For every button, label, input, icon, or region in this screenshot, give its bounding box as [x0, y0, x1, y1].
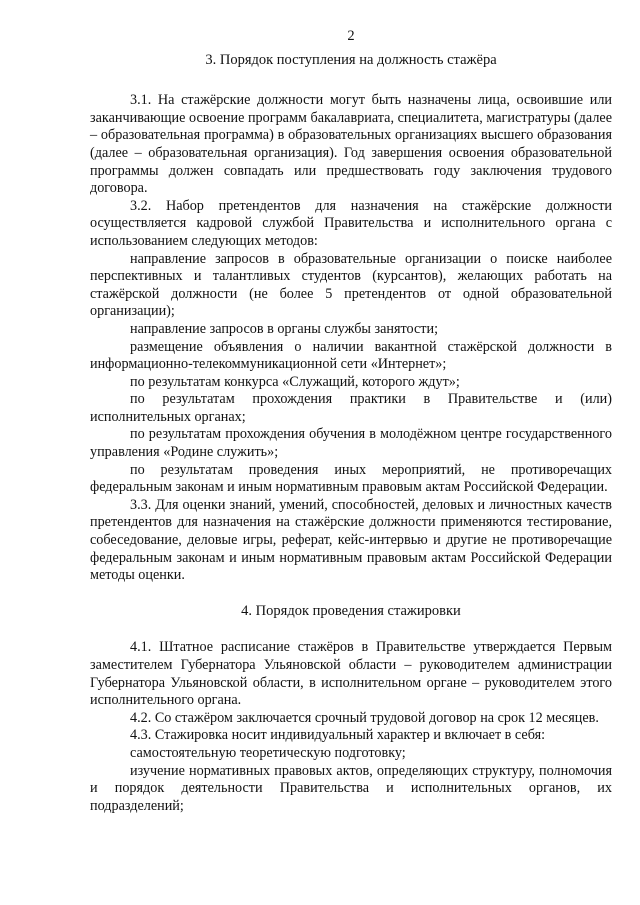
section-3-heading: 3. Порядок поступления на должность стажёра: [205, 51, 497, 68]
method-item: по результатам прохождения обучения в молодёжном центре государственного управления «Родине служить»;: [90, 426, 612, 461]
internship-item: самостоятельную теоретическую подготовку;: [130, 744, 406, 761]
paragraph-4-2: 4.2. Со стажёром заключается срочный трудовой договор на срок 12 месяцев.: [130, 709, 599, 726]
paragraph-3-3: 3.3. Для оценки знаний, умений, способностей, деловых и личностных качеств претендентов для назначения на стажёрские должности применяются тестирование, собеседование, деловые игры, реферат, кейс-интервью и другие не противоречащие федеральным законам и иным нормативным правовым актам Российской Федерации методы оценки.: [90, 496, 612, 584]
document-page: [90, 28, 612, 815]
internship-item: изучение нормативных правовых актов, определяющих структуру, полномочия и порядок деятельности Правительства и исполнительных органов, их подразделений;: [90, 762, 612, 814]
section-4-body: [90, 639, 612, 815]
page-number: 2: [347, 28, 355, 44]
section-4-heading: 4. Порядок проведения стажировки: [241, 602, 461, 619]
method-item: размещение объявления о наличии вакантной стажёрской должности в информационно-телекоммуникационной сети «Интернет»;: [90, 338, 612, 373]
method-item: по результатам проведения иных мероприятий, не противоречащих федеральным законам и иным нормативным правовым актам Российской Федерации.: [90, 461, 612, 496]
method-item: направление запросов в образовательные организации о поиске наиболее перспективных и талантливых студентов (курсантов), желающих работать на стажёрской должности (не более 5 претендентов от одной образовательной организации);: [90, 250, 612, 320]
paragraph-3-1: 3.1. На стажёрские должности могут быть назначены лица, освоившие или заканчивающие освоение программ бакалавриата, специалитета, магистратуры (далее – образовательная программа) в образовательных организациях высшего образования (далее – образовательная организация). Год завершения освоения образовательной программы должен совпадать или предшествовать году заключения трудового договора.: [90, 92, 612, 197]
method-item: по результатам конкурса «Служащий, которого ждут»;: [130, 373, 460, 390]
method-item: по результатам прохождения практики в Правительстве и (или) исполнительных органах;: [90, 391, 612, 425]
paragraph-4-1: 4.1. Штатное расписание стажёров в Правительстве утверждается Первым заместителем Губернатора Ульяновской области – руководителем администрации Губернатора Ульяновской области, в исполнительном органе – руководителем этого исполнительного органа.: [90, 639, 612, 709]
paragraph-3-2: 3.2. Набор претендентов для назначения на стажёрские должности осуществляется кадровой службой Правительства и исполнительного органа с использованием следующих методов:: [90, 197, 612, 249]
section-3-body: [90, 92, 612, 585]
paragraph-4-3: 4.3. Стажировка носит индивидуальный характер и включает в себя:: [130, 727, 546, 744]
method-item: направление запросов в органы службы занятости;: [130, 320, 439, 337]
